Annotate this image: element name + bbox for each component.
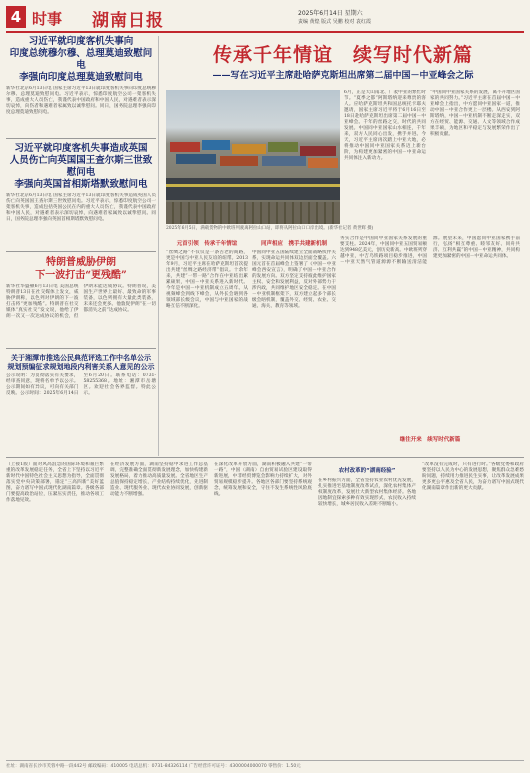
main-headline[interactable]: 传承千年情谊 续写时代新篇 bbox=[212, 44, 473, 66]
story4-body: 公示说明：为贯彻落实有关要求，经审查同意，现将名单予以公示。公示期间如有异议，可向有关部门反映。公示时间：2025年6月14日至6月20日。联系电话：0731-58255368。地址：湘潭市岳塘区。欢迎社会各界监督。特此公示。 bbox=[6, 373, 156, 396]
subtitle-1: 元首引领 传承千年情谊 bbox=[176, 241, 238, 247]
section-divider bbox=[6, 457, 524, 458]
main-col-2: 同声相应 携手共建新机制 中国同中亚五国陆续建立全面战略伙伴关系，实现命运共同体双边层面全覆盖。六国元首在首届峰会上签署了《中国－中亚峰会西安宣言》，明确了中国－中亚合作的发展方向。双方坚定支持彼此维护国家主权、安全和发展利益，反对外部势力干涉内政，共同维护地区安全稳定。在中国－中亚机制框架下，双方建立起多个部长级会晤机制，覆盖外交、经贸、农业、交通、海关、教育等领域。 bbox=[252, 241, 336, 309]
main-col-3: 务实合作是中国同中亚国家关系发展的重要支柱。2024年，中国同中亚五国贸易额达到948亿美元，创历史新高。中欧班列穿越中亚，中吉乌铁路项目稳步推进，中国－中亚天然气管道源源不断输送清洁能源。展望未来，中国愿同中亚国家携手前行，弘扬“相互尊重、睦邻友好、同舟共济、互利共赢”的中国－中亚精神，共同构建更加紧密的中国－中亚命运共同体。 继往开来 续写时代新篇 bbox=[340, 236, 520, 443]
lower-col-2: 在经济发展方面，湖南坚持稳中求进工作总基调，完整准确全面贯彻新发展理念，加快构建新发展格局，着力推动高质量发展。全省地区生产总值保持稳定增长，产业结构持续优化，先进制造业、现代服务业、现代农业协同发展，创新驱动能力不断增强。 bbox=[110, 462, 208, 497]
main-subheadline: ——写在习近平主席赴哈萨克斯坦出席第二届中国－中亚峰会之际 bbox=[212, 71, 474, 81]
story4-headline[interactable]: 关于湘潭市推选公民典范评选工作中名单公示 规划预编征求规划地段内利害关系人意见的公示 bbox=[7, 353, 155, 371]
left-column bbox=[6, 36, 156, 457]
section-title: 时事 bbox=[32, 10, 63, 28]
lower-col-1: （上接1版）面对风高浪急的国际环境和艰巨繁重的改革发展稳定任务，全省上下坚持以习近平新时代中国特色社会主义思想为指导，全面贯彻落实党中央决策部署，锚定“三高四新”美好蓝图，奋力谱写中国式现代化湖南篇章。各级各部门要提高政治站位，压紧压实责任，推动各项工作落地见效。 bbox=[6, 462, 104, 503]
story3-headline[interactable]: 特朗普威胁伊朗 下一波打击“更残酷” bbox=[35, 257, 127, 281]
divider bbox=[6, 348, 156, 349]
story2-body: 新华社北京6月13日电 国家主席习近平13日就印度客机失事造成英国人员伤亡向英国国王查尔斯三世致慰问电。习近平表示，惊悉印度航空公司一架客机失事，造成包括英国公民在内的重大人员伤亡，我谨代表中国政府和中国人民，对遇难者表示深切哀悼，向遇难者家属致以诚挚慰问。同日，国务院总理李强向英国首相斯塔默致慰问电。 bbox=[6, 193, 156, 222]
story1-headline[interactable]: 习近平就印度客机失事向 印度总统穆尔穆、总理莫迪致慰问电 李强向印度总理莫迪致慰问电 bbox=[9, 36, 153, 83]
masthead bbox=[6, 6, 524, 30]
divider bbox=[6, 138, 156, 139]
lower-col-4: 农村改革的“湖南经验” 在乡村振兴方面，全省坚持农业农村优先发展，扎实推进宅基地制度改革试点，深化农村集体产权制度改革，发展壮大新型农村集体经济。各地因地制宜探索多种有效实现形式，农民收入持续较快增长，城乡居民收入差距不断缩小。 bbox=[318, 468, 416, 507]
date-line: 2025年6月14日 星期六 bbox=[298, 10, 363, 17]
footer: 社址：湖南省长沙市芙蓉中路一段442号 邮政编码：410005 电话总机：0731-84326114 广告经营许可证号：4300004000070 零售价：1.50元 bbox=[6, 760, 524, 769]
main-col-top-1: 6月，正是天山南北、广袤中亚的繁忙时节。“夏季之都”阿斯塔纳迎来尊贵的客人。应哈萨克斯坦共和国总统托卡耶夫邀请，国家主席习近平将于6月16日至18日赴哈萨克斯坦出席第二届中国－中亚峰会。千年的丝路之交，时代的共同发展。中国同中亚国家山水相连，千年来，双方人民同心出发，携手并进。今天，习近平主席再次踏上中亚大地，必将推动中国同中亚国家关系迈上新台阶，为构建更加紧密的中国－中亚命运共同体注入新动力。 bbox=[344, 90, 426, 161]
lower-col-5: “改革没有完成时，只有进行时。”各级党委和政府要坚持以人民为中心的发展思想，聚焦群众急难愁盼问题，持续用力推进民生实事，让改革发展成果更多更公平惠及全省人民，为奋力谱写中国式现代化湖南篇章作出新的更大贡献。 bbox=[422, 462, 524, 491]
subtitle-2: 同声相应 携手共建新机制 bbox=[260, 241, 327, 247]
main-col-top-2: “中国同中亚国家关系的发展，离不开地区国家的共同努力。”习近平主席在首届中国－中亚峰会上指出，中方愿同中亚国家一道，推动中国－中亚合作更上一层楼。从西安到阿斯塔纳，中国－中亚机制不断走深走实，双方在经贸、能源、交通、人文等领域合作成果丰硕，为地区和平稳定与发展繁荣作出了积极贡献。 bbox=[430, 90, 520, 137]
divider bbox=[6, 251, 156, 252]
story2-headline[interactable]: 习近平就印度客机失事造成英国 人员伤亡向英国国王查尔斯三世致慰问电 李强向英国首相斯塔默致慰问电 bbox=[9, 143, 153, 190]
lower-col-3: 在深化改革开放方面，湖南积极融入共建“一带一路”，中国（湖南）自由贸易试验区建设取得新进展，中非经贸博览会影响力持续扩大，对外贸易规模稳步提升。各地区各部门要坚持系统观念，统筹发展和安全，守住不发生系统性风险底线。 bbox=[214, 462, 312, 497]
subtitle-3: 继往开来 续写时代新篇 bbox=[399, 437, 461, 443]
column-separator bbox=[158, 36, 159, 456]
lower-subtitle: 农村改革的“湖南经验” bbox=[338, 468, 396, 474]
paper-logo: 湖南日报 bbox=[92, 11, 164, 31]
train-photo bbox=[166, 90, 340, 224]
photo-caption: 2025年6月5日，满载货物的中欧班列驶离阿拉山口站，即将从阿拉山口口岸出境。(新华社记者 黄世辉 摄) bbox=[166, 226, 374, 231]
masthead-rule bbox=[6, 31, 524, 33]
story3-body: 新华社华盛顿6月13日电 美国总统特朗普13日在社交媒体上发文，威胁伊朗称，以色列对伊朗的下一波打击将“更加残酷”。特朗普在社交媒体“真实社交”发文说，他给了伊朗一次又一次达成协议的机会，但伊朗未能达成协议。特朗普说，美国生产世界上最好、最致命的军事装备，以色列拥有大量此类装备，未来还会更多。他敦促伊朗“在一切都消失之前”达成协议。 bbox=[6, 284, 156, 319]
editor-line: 责编 黄煌 版式 吴鹏 校对 袁红霞 bbox=[298, 19, 371, 25]
story1-body: 新华社北京6月13日电 国家主席习近平13日就印度客机失事向印度总统穆尔穆、总理莫迪致慰问电。习近平表示，惊悉印度航空公司一架客机失事，造成重大人员伤亡，我谨代表中国政府和中国人民，对遇难者表示深切哀悼，向伤者和遇难者家属致以诚挚慰问。同日，国务院总理李强向印度总理莫迪致慰问电。 bbox=[6, 86, 156, 115]
page-number: 4 bbox=[6, 6, 26, 28]
main-col-1: 元首引领 传承千年情谊 “丝绸之路”不仅仅是一条古老的商路，更是中国与中亚人民友谊的纽带。2013年9月，习近平主席在哈萨克斯坦首次提出共建“丝绸之路经济带”倡议。十余年来，共建“一带一路”合作在中亚结出累累硕果，中国－中亚关系进入新时代。今年是中国－中亚机制成立五周年。从视频峰会到线下峰会，从外长会晤到各领域部长级会议，中国与中亚国家的战略互信不断深化。 bbox=[166, 241, 248, 309]
